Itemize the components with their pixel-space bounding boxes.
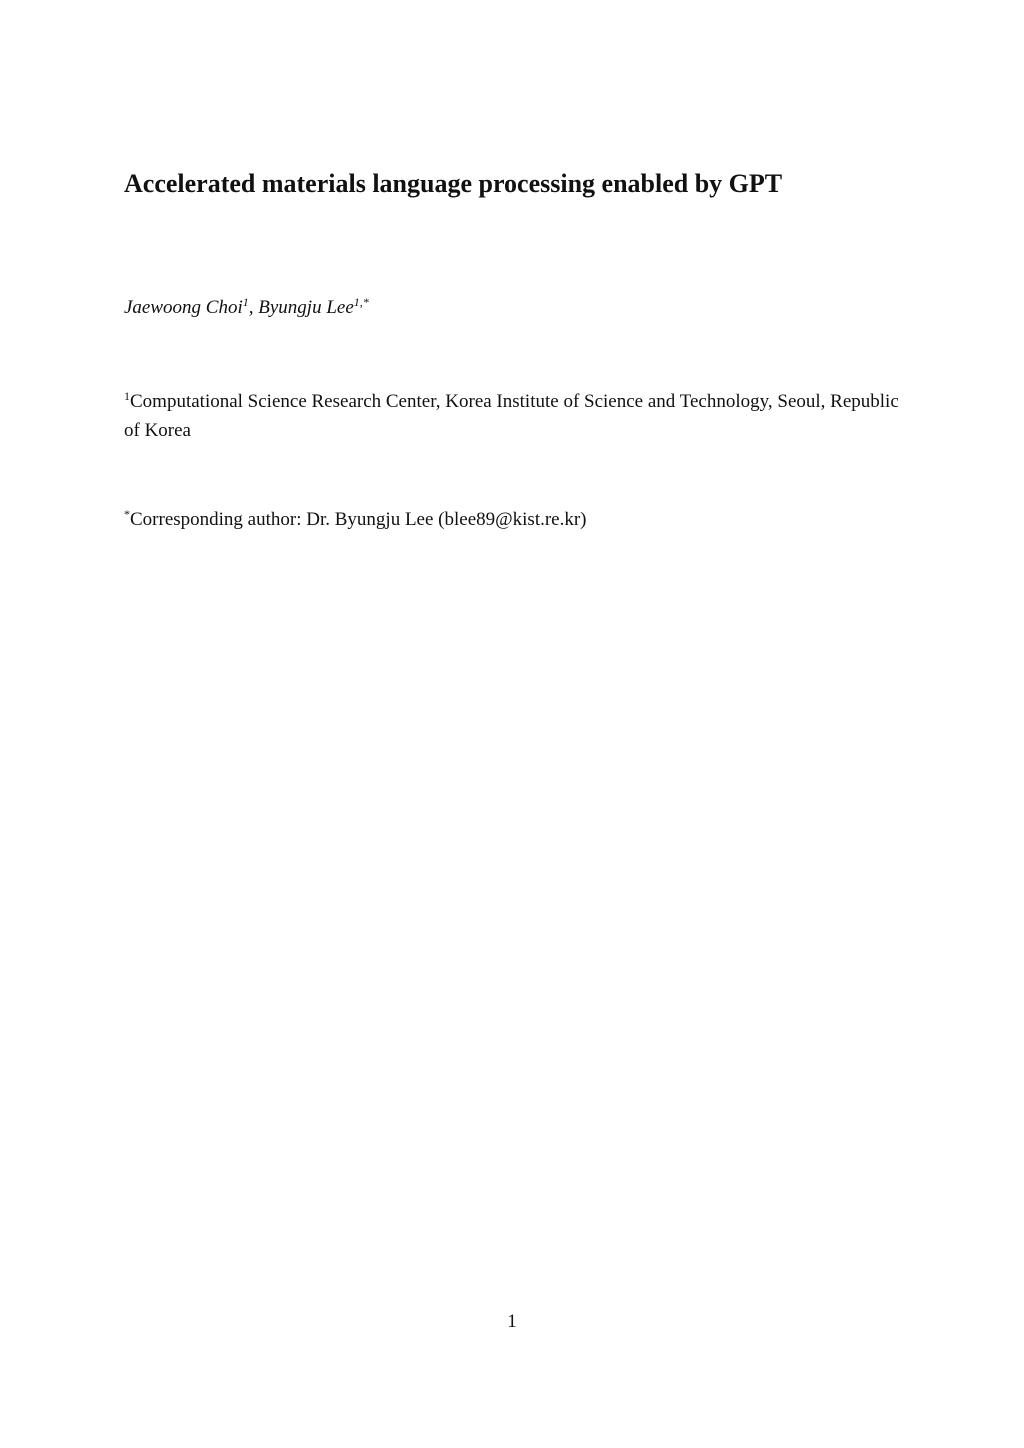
corresponding-author [124,507,587,533]
affiliation-marker: 1,* [353,295,369,309]
author-name: Jaewoong Choi [124,297,243,318]
author-separator: , [248,297,259,318]
affiliation-marker: 1 [124,389,130,403]
corresponding-author-text: Corresponding author: Dr. Byungju Lee (blee89@kist.re.kr) [130,509,587,530]
author-name: Byungju Lee [258,297,354,318]
affiliation [124,387,914,445]
page-number: 1 [507,1311,517,1332]
author-list [124,295,369,321]
paper-title: Accelerated materials language processing enabled by GPT [124,169,783,198]
affiliation-text: Computational Science Research Center, Korea Institute of Science and Technology, Seoul, Republic of Korea [124,391,899,441]
corresponding-marker: * [124,507,130,521]
affiliation-marker: 1 [242,295,249,309]
